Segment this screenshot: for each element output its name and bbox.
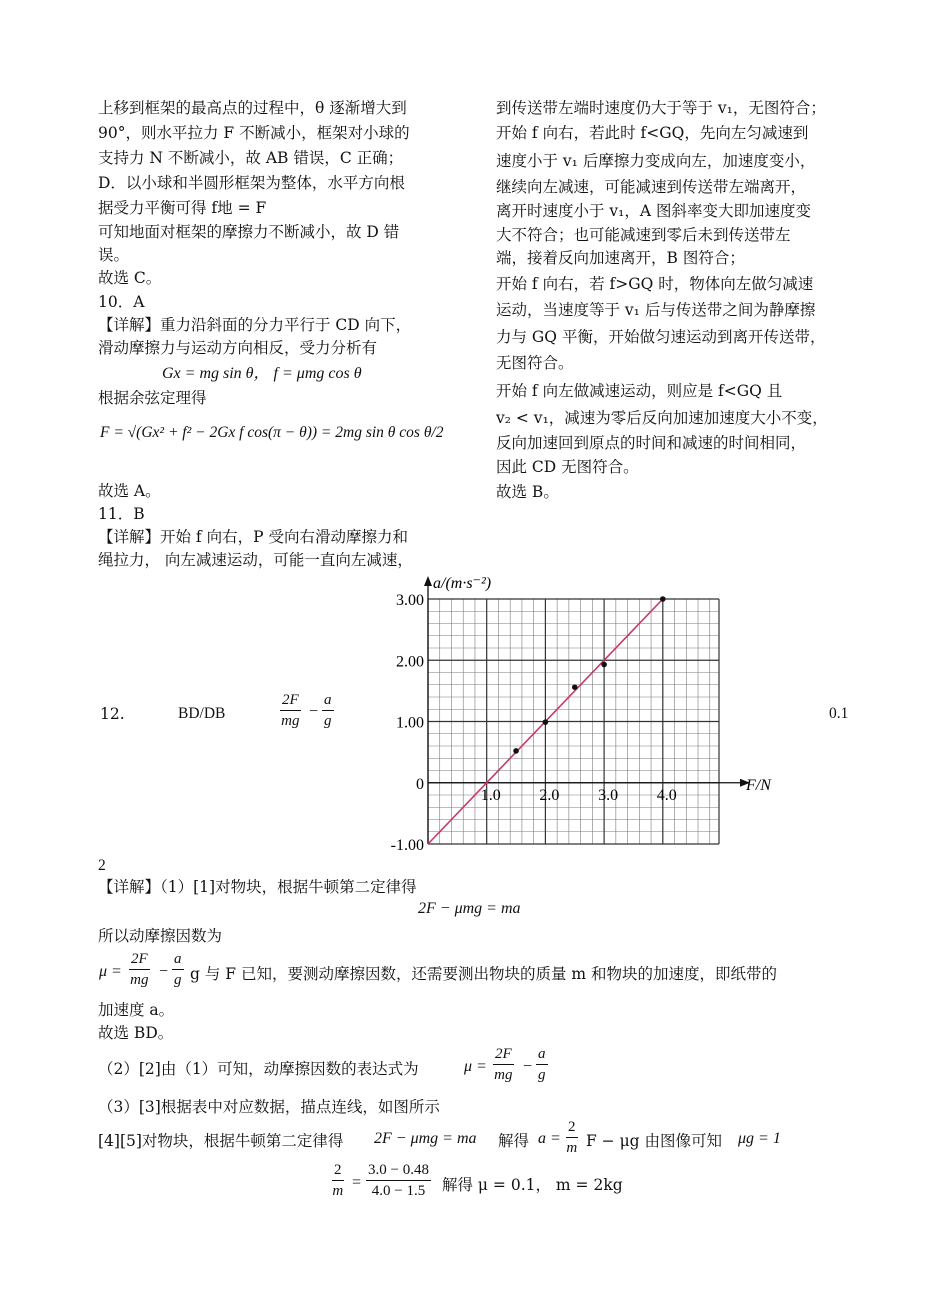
right-line-7: 端，接着反向加速离开，B 图符合； bbox=[496, 249, 745, 267]
q12-answer-2-minus: − bbox=[309, 703, 319, 720]
mu-frac-b bbox=[172, 949, 184, 990]
frac-numerator: 2 bbox=[332, 1160, 344, 1181]
mu-rest: g 与 F 已知，要测动摩擦因数，还需要测出物块的质量 m 和物块的加速度，即纸带的 bbox=[190, 965, 778, 983]
frac-numerator: 2F bbox=[280, 690, 301, 711]
p2-frac-a bbox=[493, 1044, 514, 1085]
p4-eq: 2F − μmg = ma bbox=[374, 1130, 477, 1147]
x-tick-label: 2.0 bbox=[539, 786, 560, 804]
data-point bbox=[601, 662, 607, 668]
frac-denominator: m bbox=[332, 1183, 344, 1199]
y-tick-label: 2.00 bbox=[396, 653, 424, 671]
frac-numerator: a bbox=[172, 949, 184, 970]
frac-numerator: 2F bbox=[129, 949, 150, 970]
p4-solve: 解得 bbox=[498, 1132, 530, 1150]
right-line-13: v₂ < v₁，减速为零后反向加速加速度大小不变， bbox=[496, 409, 828, 427]
q11-line-2: 【详解】开始 f 向右，P 受向右滑动摩擦力和 bbox=[98, 528, 408, 546]
explain-choice: 故选 BD。 bbox=[98, 1024, 174, 1042]
right-line-2: 开始 f 向右，若此时 f<GQ，先向左匀减速到 bbox=[496, 124, 809, 142]
explain-acc: 加速度 a。 bbox=[98, 1001, 175, 1019]
frac-denominator: g bbox=[324, 713, 332, 729]
left-line-8: 故选 C。 bbox=[98, 269, 162, 287]
right-line-12: 开始 f 向左做减速运动，则应是 f<GQ 且 bbox=[496, 382, 783, 400]
p4-frac bbox=[566, 1117, 578, 1158]
right-line-16: 故选 B。 bbox=[496, 483, 559, 501]
right-line-6: 大不符合；也可能减速到零后未到传送带左 bbox=[496, 226, 791, 244]
p4-a-eq: a = bbox=[538, 1130, 561, 1147]
right-line-4: 继续向左减速，可能减速到传送带左端离开， bbox=[496, 178, 807, 196]
data-series bbox=[428, 596, 666, 844]
data-point bbox=[660, 596, 666, 602]
data-point bbox=[543, 719, 549, 725]
right-line-10: 力与 GQ 平衡，开始做匀速运动到离开传送带， bbox=[496, 328, 826, 346]
x-tick-label: 4.0 bbox=[656, 786, 677, 804]
frac-denominator: mg bbox=[130, 972, 149, 988]
frac-denominator: 4.0 − 1.5 bbox=[371, 1183, 426, 1199]
p2-mu: μ = bbox=[464, 1058, 487, 1075]
left-line-11: 滑动摩擦力与运动方向相反，受力分析有 bbox=[98, 339, 378, 357]
y-axis-arrow bbox=[424, 576, 432, 586]
q12-answer-1: BD/DB bbox=[178, 705, 226, 722]
q10-formula-1: Gx = mg sin θ， f = μmg cos θ bbox=[162, 365, 362, 382]
right-line-15: 因此 CD 无图符合。 bbox=[496, 458, 639, 476]
q10-choice: 故选 A。 bbox=[98, 482, 161, 500]
explain-p4a: [4][5]对物块，根据牛顿第二定律得 bbox=[98, 1132, 344, 1150]
right-line-1: 到传送带左端时速度仍大于等于 v₁，无图符合； bbox=[496, 99, 826, 117]
p4-rest: F − μg 由图像可知 bbox=[586, 1132, 723, 1150]
x-tick-label: 1.0 bbox=[480, 786, 501, 804]
q11-line-1: 11．B bbox=[98, 505, 145, 523]
mu-symbol: μ = bbox=[99, 963, 122, 980]
left-line-10: 【详解】重力沿斜面的分力平行于 CD 向下， bbox=[98, 316, 412, 334]
right-line-5: 离开时速度小于 v₁，A 图斜率变大即加速度变 bbox=[496, 202, 812, 220]
last-frac-right bbox=[366, 1160, 431, 1201]
p2-minus: − bbox=[523, 1058, 533, 1075]
last-frac-left bbox=[332, 1160, 344, 1201]
q12-answer-4: 0.1 bbox=[829, 705, 849, 722]
frac-numerator: a bbox=[322, 690, 334, 711]
right-line-8: 开始 f 向右，若 f>GQ 时，物体向左做匀减速 bbox=[496, 275, 814, 293]
right-line-11: 无图符合。 bbox=[496, 354, 574, 372]
y-tick-label: 1.00 bbox=[396, 714, 424, 732]
frac-denominator: mg bbox=[494, 1067, 513, 1083]
left-line-4: D．以小球和半圆形框架为整体，水平方向根 bbox=[98, 174, 405, 192]
frac-denominator: g bbox=[538, 1067, 546, 1083]
p4-mug: μg = 1 bbox=[738, 1130, 781, 1147]
mu-frac-a bbox=[129, 949, 150, 990]
y-axis-label: a/(m·s⁻²) bbox=[433, 575, 492, 592]
x-axis-label: F/N bbox=[746, 777, 771, 794]
explain-eq1: 2F − μmg = ma bbox=[418, 900, 521, 917]
explain-intro: 【详解】（1）[1]对物块，根据牛顿第二定律得 bbox=[98, 878, 417, 896]
frac-denominator: mg bbox=[281, 713, 300, 729]
left-line-3: 支持力 N 不断减小，故 AB 错误，C 正确； bbox=[98, 149, 404, 167]
frac-numerator: a bbox=[536, 1044, 548, 1065]
data-point bbox=[513, 748, 519, 754]
explain-p3: （3）[3]根据表中对应数据，描点连线，如图所示 bbox=[98, 1098, 440, 1116]
y-tick-label: 3.00 bbox=[396, 592, 424, 609]
axes bbox=[424, 576, 750, 844]
frac-denominator: m bbox=[566, 1140, 578, 1156]
y-tick-label: -1.00 bbox=[390, 837, 424, 854]
left-line-5: 据受力平衡可得 f地 = F bbox=[98, 199, 267, 217]
left-line-6: 可知地面对框架的摩擦力不断减小，故 D 错 bbox=[98, 223, 400, 241]
q12-number: 12. bbox=[100, 705, 125, 723]
last-equals: = bbox=[352, 1174, 362, 1191]
left-line-7: 误。 bbox=[98, 246, 130, 264]
frac-denominator: g bbox=[174, 972, 182, 988]
q10-law: 根据余弦定理得 bbox=[98, 389, 207, 407]
mu-minus: − bbox=[159, 963, 169, 980]
q12-answer-5: 2 bbox=[98, 857, 106, 874]
left-line-9: 10．A bbox=[98, 293, 145, 311]
q12-answer-2-frac-a bbox=[280, 690, 301, 731]
left-line-2: 90°，则水平拉力 F 不断减小，框架对小球的 bbox=[98, 124, 410, 142]
frac-numerator: 3.0 − 0.48 bbox=[366, 1160, 431, 1181]
last-rest: 解得 μ = 0.1， m = 2kg bbox=[442, 1176, 623, 1194]
p2-frac-b bbox=[536, 1044, 548, 1085]
x-tick-label: 3.0 bbox=[598, 786, 619, 804]
right-line-3: 速度小于 v₁ 后摩擦力变成向左，加速度变小， bbox=[496, 152, 816, 170]
right-line-9: 运动，当速度等于 v₁ 后与传送带之间为静摩擦 bbox=[496, 301, 816, 319]
acceleration-force-graph bbox=[350, 568, 790, 858]
frac-numerator: 2 bbox=[566, 1117, 578, 1138]
y-tick-label: 0 bbox=[416, 775, 424, 793]
left-line-1: 上移到框架的最高点的过程中，θ 逐渐增大到 bbox=[98, 99, 407, 117]
q10-formula-2: F = √(Gx² + f² − 2Gx f cos(π − θ)) = 2mg sin θ cos θ/2 bbox=[100, 424, 444, 441]
explain-p2: （2）[2]由（1）可知，动摩擦因数的表达式为 bbox=[98, 1060, 419, 1078]
q11-line-3: 绳拉力， 向左减速运动，可能一直向左减速， bbox=[98, 551, 413, 569]
data-point bbox=[572, 684, 578, 690]
frac-numerator: 2F bbox=[493, 1044, 514, 1065]
right-line-14: 反向加速回到原点的时间和减速的时间相同， bbox=[496, 434, 807, 452]
explain-mu-intro: 所以动摩擦因数为 bbox=[98, 927, 223, 945]
q12-answer-2-frac-b bbox=[322, 690, 334, 731]
